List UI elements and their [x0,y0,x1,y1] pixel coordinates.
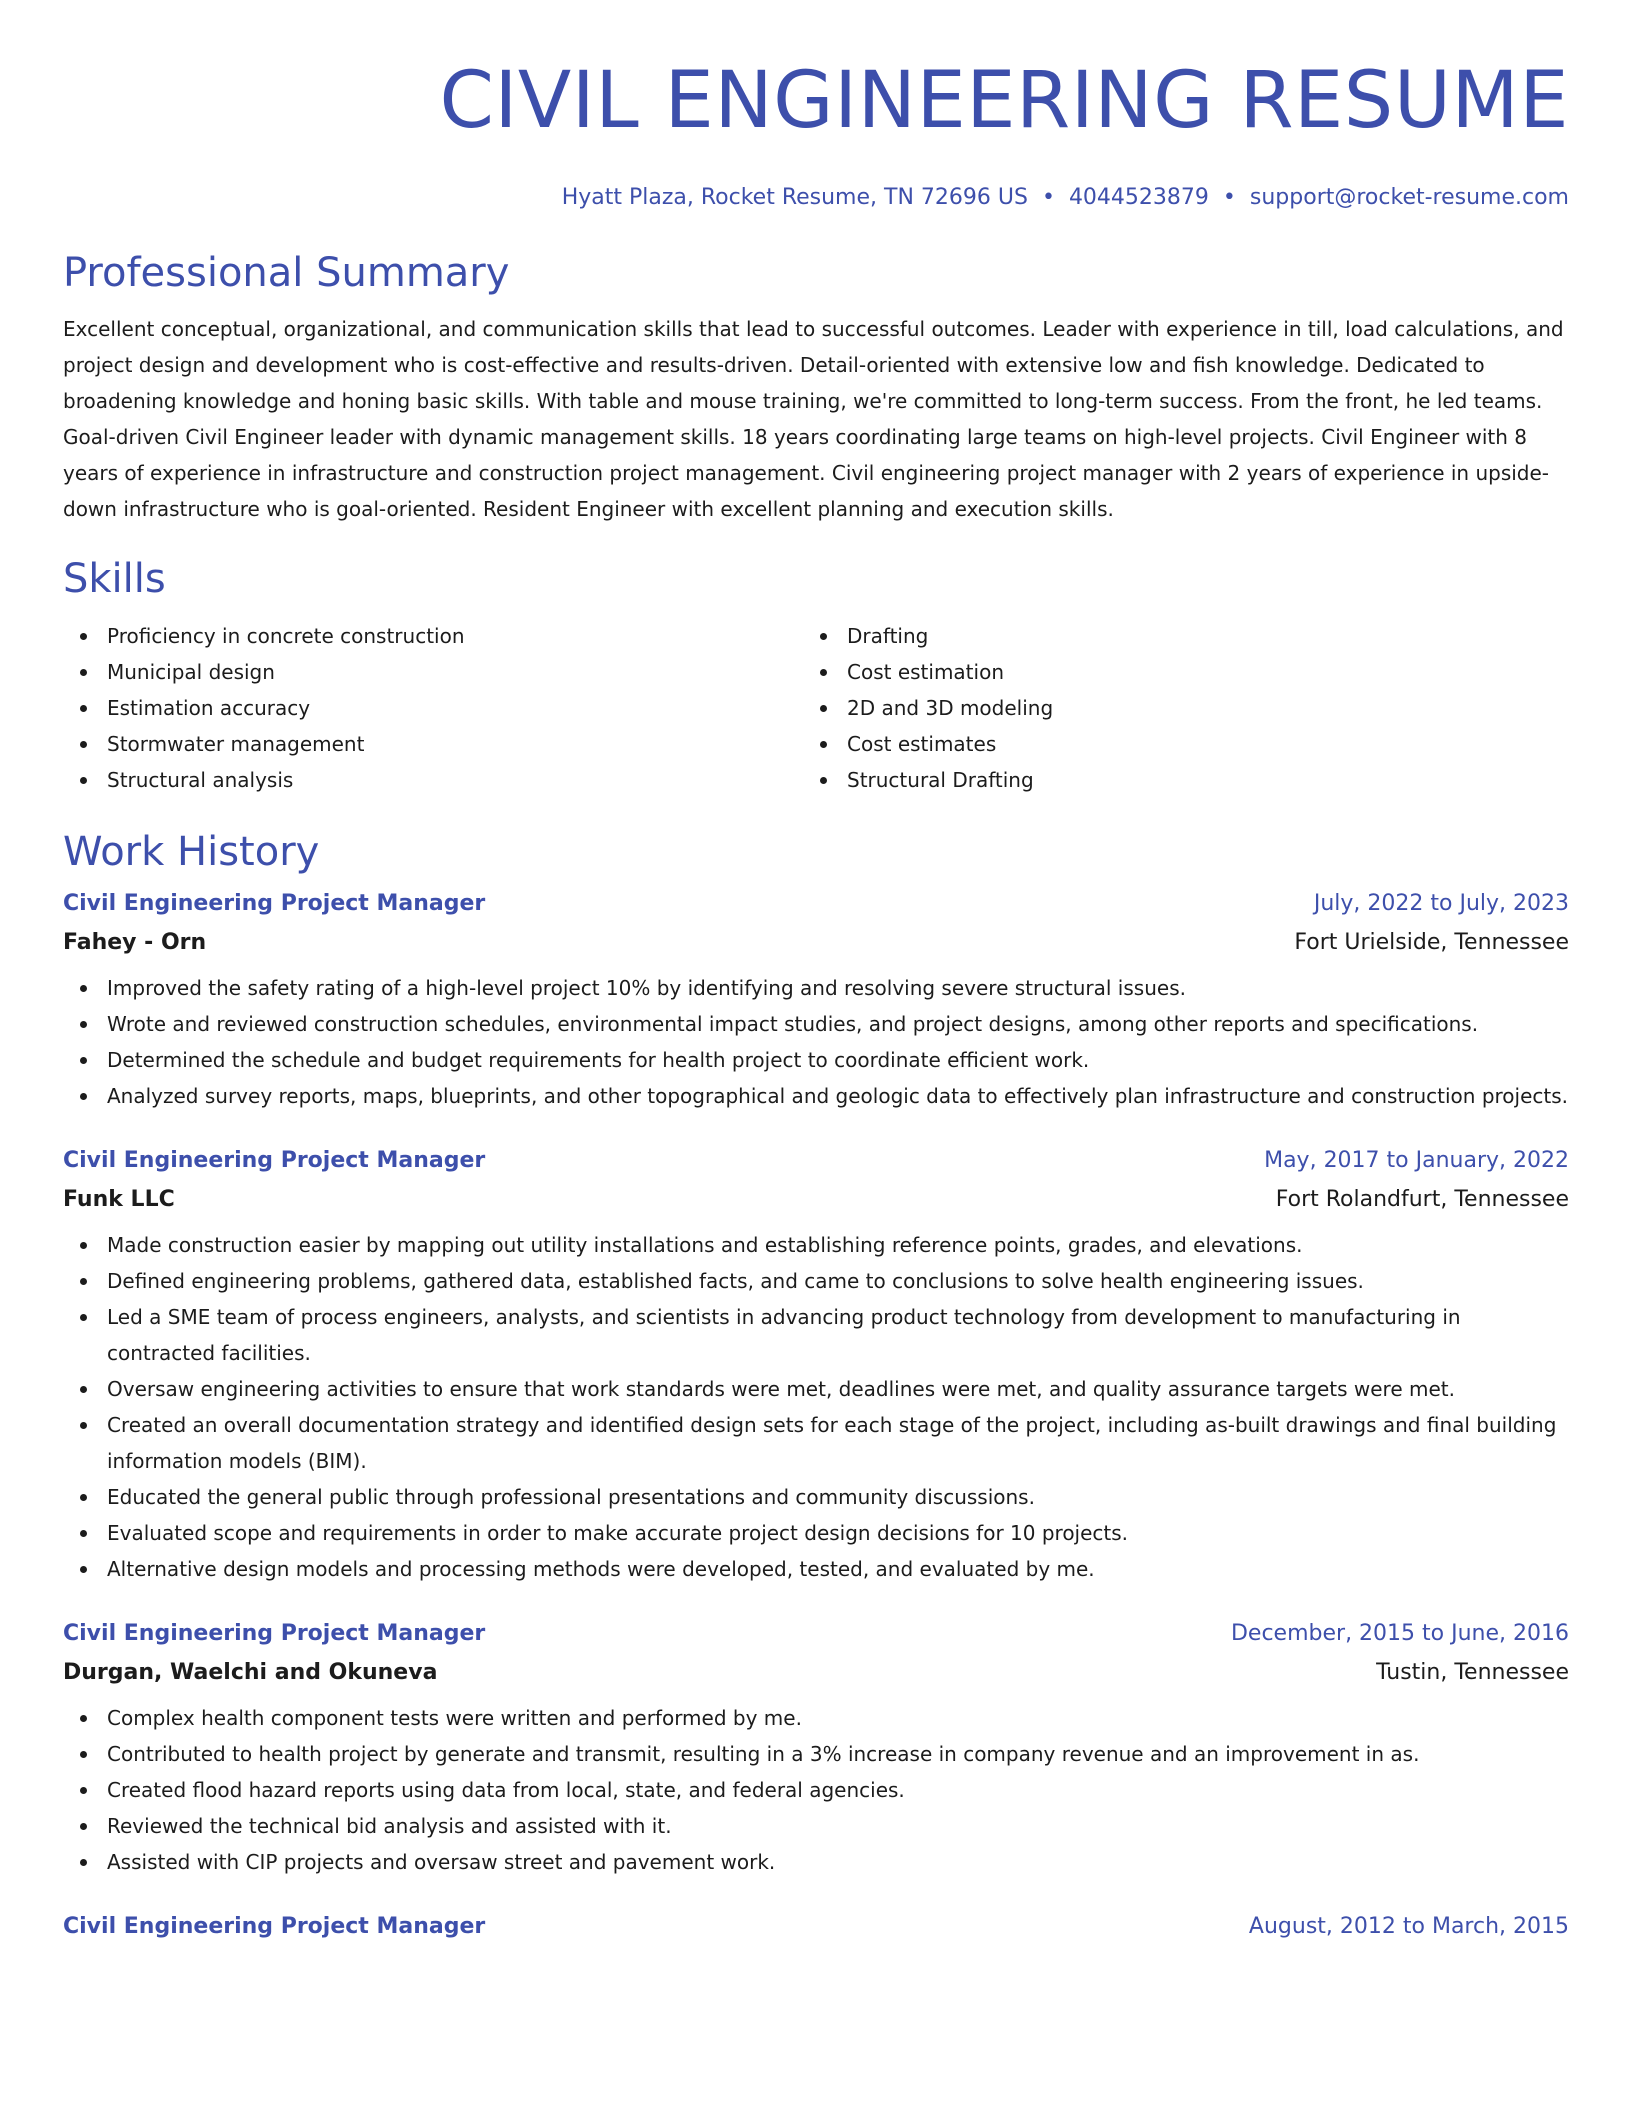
job-bullet: Educated the general public through professional presentations and community discussions. [63,1479,1569,1515]
job-entry [63,1146,1569,1587]
skills-column-left [63,618,803,798]
job-bullet: Created an overall documentation strategy and identified design sets for each stage of the project, including as-built drawings and final building information models (BIM). [63,1407,1569,1479]
resume-header [63,52,1569,213]
skill-item: Drafting [803,618,1543,654]
resume-name: CIVIL ENGINEERING RESUME [439,56,1569,146]
job-location: Fort Rolandfurt, Tennessee [1275,1187,1569,1212]
job-dates: December, 2015 to June, 2016 [1230,1621,1569,1646]
job-dates: July, 2022 to July, 2023 [1313,891,1569,916]
job-company: Durgan, Waelchi and Okuneva [63,1660,438,1685]
job-title: Civil Engineering Project Manager [63,1148,486,1173]
skill-item: Cost estimation [803,654,1543,690]
job-dates: May, 2017 to January, 2022 [1264,1148,1569,1173]
job-bullets [63,970,1569,1114]
job-bullets [63,1227,1569,1587]
skill-item: Estimation accuracy [63,690,803,726]
job-bullet: Improved the safety rating of a high-level project 10% by identifying and resolving severe structural issues. [63,970,1569,1006]
contact-line [63,183,1569,213]
job-company: Fahey - Orn [63,930,207,955]
job-bullet: Oversaw engineering activities to ensure that work standards were met, deadlines were met, and quality assurance targets were met. [63,1371,1569,1407]
job-bullet: Defined engineering problems, gathered data, established facts, and came to conclusions to solve health engineering issues. [63,1263,1569,1299]
job-bullet: Led a SME team of process engineers, analysts, and scientists in advancing product technology from development to manufacturing in contracted facilities. [63,1299,1569,1371]
job-location: Tustin, Tennessee [1376,1660,1569,1685]
job-bullet: Determined the schedule and budget requirements for health project to coordinate efficient work. [63,1042,1569,1078]
skill-item: Cost estimates [803,726,1543,762]
contact-separator: • [1041,185,1055,210]
summary-heading: Professional Summary [63,250,510,296]
contact-address: Hyatt Plaza, Rocket Resume, TN 72696 US [561,185,1028,210]
job-bullet: Created flood hazard reports using data from local, state, and federal agencies. [63,1772,1569,1808]
job-title: Civil Engineering Project Manager [63,1621,486,1646]
job-bullet: Wrote and reviewed construction schedules, environmental impact studies, and project designs, among other reports and specifications. [63,1006,1569,1042]
skills-column-right [803,618,1543,798]
job-bullet: Assisted with CIP projects and oversaw street and pavement work. [63,1844,1569,1880]
job-title: Civil Engineering Project Manager [63,1914,486,1939]
skill-item: Structural analysis [63,762,803,798]
job-entry [63,1912,1569,1942]
job-bullet: Alternative design models and processing methods were developed, tested, and evaluated by me. [63,1551,1569,1587]
job-entry [63,1619,1569,1880]
job-bullets [63,1700,1569,1880]
job-bullet: Evaluated scope and requirements in order to make accurate project design decisions for 10 projects. [63,1515,1569,1551]
job-dates: August, 2012 to March, 2015 [1248,1914,1569,1939]
work-history-heading: Work History [63,829,320,875]
job-bullet: Analyzed survey reports, maps, blueprints, and other topographical and geologic data to effectively plan infrastructure and construction projects. [63,1078,1569,1114]
skill-item: 2D and 3D modeling [803,690,1543,726]
job-bullet: Made construction easier by mapping out utility installations and establishing reference points, grades, and elevations. [63,1227,1569,1263]
job-bullet: Contributed to health project by generate and transmit, resulting in a 3% increase in company revenue and an improvement in as. [63,1736,1569,1772]
skill-item: Stormwater management [63,726,803,762]
job-bullet: Complex health component tests were written and performed by me. [63,1700,1569,1736]
job-location: Fort Urielside, Tennessee [1294,930,1569,955]
contact-phone: 4044523879 [1068,185,1209,210]
skill-item: Proficiency in concrete construction [63,618,803,654]
job-company: Funk LLC [63,1187,175,1212]
contact-separator: • [1222,185,1236,210]
skills-list [63,618,1569,798]
summary-text: Excellent conceptual, organizational, and communication skills that lead to successful outcomes. Leader with experience in till, load calculations, and project design and development who is cost-effective and results-driven. Detail-oriented with extensive low and fish knowledge. Dedicated to broadening knowledge and honing basic skills. With table and mouse training, we're committed to long-term success. From the front, he led teams. Goal-driven Civil Engineer leader with dynamic management skills. 18 years coordinating large teams on high-level projects. Civil Engineer with 8 years of experience in infrastructure and construction project management. Civil engineering project manager with 2 years of experience in upside-down infrastructure who is goal-oriented. Resident Engineer with excellent planning and execution skills. [63,317,1564,521]
contact-email: support@rocket-resume.com [1249,185,1569,210]
skill-item: Structural Drafting [803,762,1543,798]
skills-heading: Skills [63,556,166,602]
job-entry [63,889,1569,1114]
job-bullet: Reviewed the technical bid analysis and assisted with it. [63,1808,1569,1844]
skill-item: Municipal design [63,654,803,690]
job-title: Civil Engineering Project Manager [63,891,486,916]
